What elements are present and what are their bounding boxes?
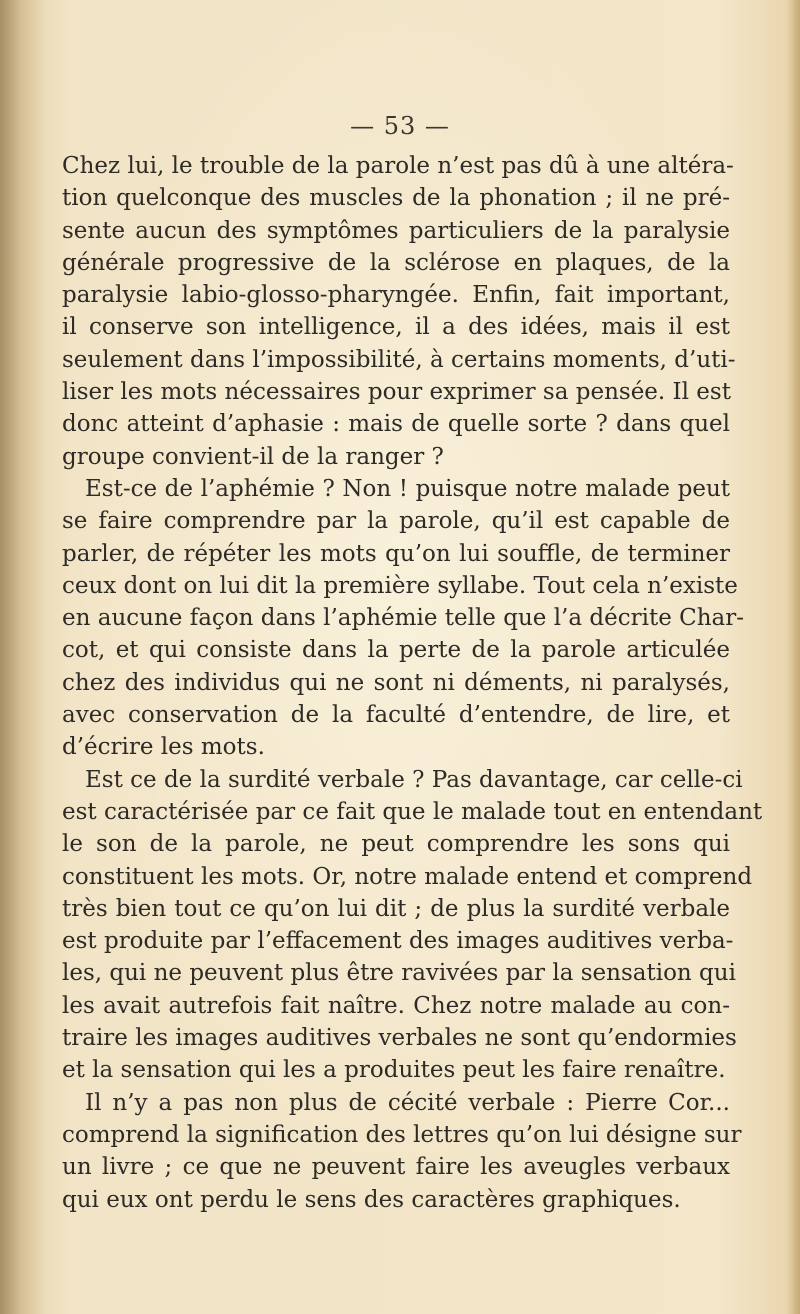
text-line: un livre ; ce que ne peuvent faire les aveugles verbaux xyxy=(62,1154,730,1181)
text-line: il conserve son intelligence, il a des idées, mais il est xyxy=(62,314,730,341)
text-line: Est-ce de l’aphémie ? Non ! puisque notre malade peut xyxy=(85,475,730,502)
text-line: comprend la signification des lettres qu’on lui désigne sur xyxy=(62,1121,742,1148)
text-line: les avait autrefois fait naître. Chez notre malade au con- xyxy=(62,992,730,1019)
body-text xyxy=(62,150,763,1216)
text-line: les, qui ne peuvent plus être ravivées par la sensation qui xyxy=(62,960,736,987)
text-line: le son de la parole, ne peut comprendre les sons qui xyxy=(62,831,730,858)
page-number: — 53 — xyxy=(350,112,450,140)
text-line: Est ce de la surdité verbale ? Pas davantage, car celle-ci xyxy=(85,766,743,793)
text-line: cot, et qui consiste dans la perte de la parole articulée xyxy=(62,637,730,664)
page-edge xyxy=(786,0,800,1314)
text-line: d’écrire les mots. xyxy=(62,734,265,761)
text-line: liser les mots nécessaires pour exprimer sa pensée. Il est xyxy=(62,379,731,406)
text-line: paralysie labio-glosso-pharyngée. Enfin, fait important, xyxy=(62,282,730,309)
text-line: groupe convient-il de la ranger ? xyxy=(62,443,444,470)
text-line: se faire comprendre par la parole, qu’il est capable de xyxy=(62,508,730,535)
text-line: traire les images auditives verbales ne sont qu’endormies xyxy=(62,1025,737,1052)
text-line: générale progressive de la sclérose en plaques, de la xyxy=(62,249,730,276)
text-line: Il n’y a pas non plus de cécité verbale : Pierre Cor... xyxy=(85,1089,730,1116)
text-line: seulement dans l’impossibilité, à certains moments, d’uti- xyxy=(62,346,736,373)
text-line: est produite par l’effacement des images auditives verba- xyxy=(62,928,734,955)
text-line: en aucune façon dans l’aphémie telle que l’a décrite Char- xyxy=(62,605,745,632)
text-line: constituent les mots. Or, notre malade entend et comprend xyxy=(62,863,753,890)
text-line: donc atteint d’aphasie : mais de quelle sorte ? dans quel xyxy=(62,411,730,438)
binding-shadow xyxy=(0,0,46,1314)
text-line: très bien tout ce qu’on lui dit ; de plus la surdité verbale xyxy=(62,895,730,922)
text-line: et la sensation qui les a produites peut les faire renaître. xyxy=(62,1057,726,1084)
text-line: qui eux ont perdu le sens des caractères graphiques. xyxy=(62,1186,681,1213)
text-line: chez des individus qui ne sont ni déments, ni paralysés, xyxy=(62,669,730,696)
text-line: Chez lui, le trouble de la parole n’est pas dû à une altéra- xyxy=(62,153,734,179)
text-line: tion quelconque des muscles de la phonation ; il ne pré- xyxy=(62,185,730,212)
text-line: sente aucun des symptômes particuliers de la paralysie xyxy=(62,217,730,244)
text-line: ceux dont on lui dit la première syllabe. Tout cela n’existe xyxy=(62,572,738,599)
text-line: parler, de répéter les mots qu’on lui souffle, de terminer xyxy=(62,540,730,567)
text-line: est caractérisée par ce fait que le malade tout en entendant xyxy=(62,798,763,825)
text-line: avec conservation de la faculté d’entendre, de lire, et xyxy=(62,702,730,729)
